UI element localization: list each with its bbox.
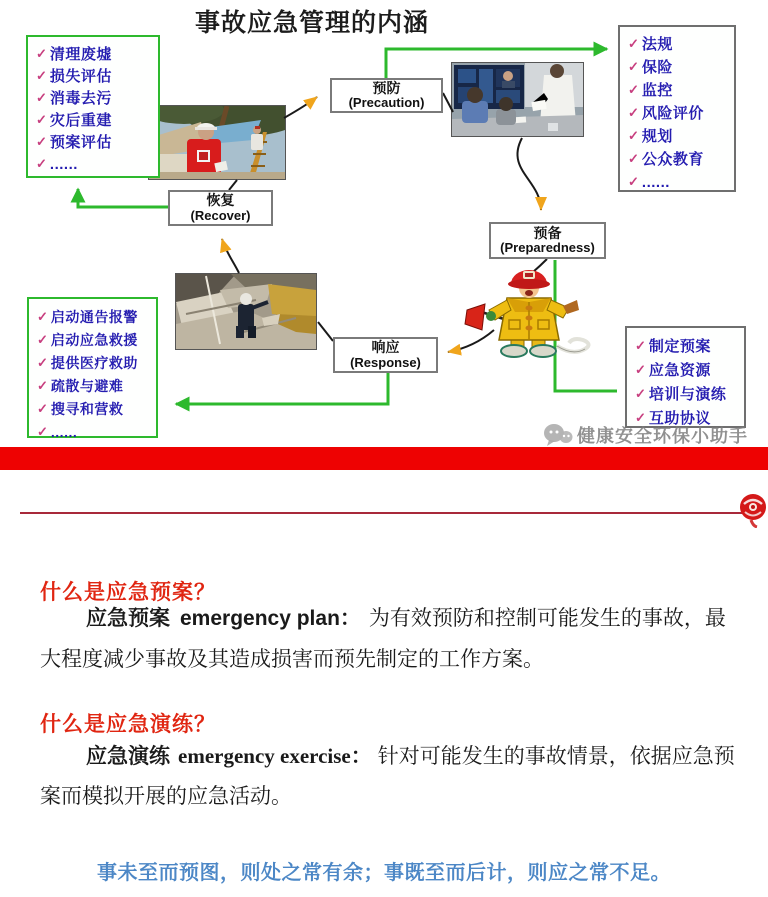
phase-box-recover xyxy=(168,190,273,226)
phase-label-zh: 恢复 xyxy=(206,192,235,209)
checklist-response xyxy=(27,297,158,438)
checklist-item-label: 启动应急救援 xyxy=(50,332,138,348)
checklist-item xyxy=(635,383,740,407)
checklist-item xyxy=(628,125,730,148)
chat-bubble-icon xyxy=(543,423,573,447)
checklist-item-label: 公众教育 xyxy=(641,151,704,168)
check-icon: ✓ xyxy=(36,46,47,61)
checklist-item xyxy=(37,398,152,421)
check-icon: ✓ xyxy=(37,401,48,416)
watermark xyxy=(543,422,748,448)
checklist-item xyxy=(628,171,730,194)
phase-label-en: (Precaution) xyxy=(348,95,425,111)
paragraph-body: 针对可能发生的事故情景，依据应急预案而模拟开展的应急活动。 xyxy=(40,744,735,808)
phase-label-en: (Preparedness) xyxy=(500,240,595,256)
phase-box-preparedness xyxy=(489,222,606,259)
term-zh-plan: 应急预案 xyxy=(86,606,170,630)
paragraph-body: 为有效预防和控制可能发生的事故，最大程度减少事故及其造成损害而预先制定的工作方案。 xyxy=(40,606,726,671)
phase-box-response xyxy=(333,337,438,373)
checklist-item xyxy=(635,359,740,383)
phase-label-zh: 响应 xyxy=(371,339,400,356)
checklist-item-label: 监控 xyxy=(641,82,673,99)
check-icon: ✓ xyxy=(628,105,639,120)
check-icon: ✓ xyxy=(36,68,47,83)
red-divider-bar xyxy=(0,447,768,470)
checklist-item xyxy=(37,306,152,329)
check-icon: ✓ xyxy=(37,378,48,393)
check-icon: ✓ xyxy=(628,59,639,74)
recovery-photo-art xyxy=(149,106,285,179)
check-icon: ✓ xyxy=(37,424,48,439)
check-icon: ✓ xyxy=(628,128,639,143)
checklist-recovery xyxy=(26,35,160,178)
red-seal-icon xyxy=(739,492,767,533)
firefighter-cartoon-art xyxy=(455,258,595,360)
checklist-precaution xyxy=(618,25,736,192)
firefighter-cartoon xyxy=(455,258,595,365)
checklist-item-label: ...... xyxy=(49,156,78,173)
meeting-photo xyxy=(451,62,584,137)
checklist-item xyxy=(628,33,730,56)
checklist-item xyxy=(628,56,730,79)
phase-label-en: (Response) xyxy=(350,354,421,370)
checklist-item xyxy=(37,421,152,444)
checklist-item-label: 风险评价 xyxy=(641,105,704,122)
recovery-photo xyxy=(148,105,286,180)
checklist-item-label: 保险 xyxy=(641,59,673,76)
paragraph-emergency-plan xyxy=(40,598,746,679)
check-icon: ✓ xyxy=(37,332,48,347)
checklist-item xyxy=(36,154,154,176)
check-icon: ✓ xyxy=(635,338,646,353)
checklist-item xyxy=(36,66,154,88)
check-icon: ✓ xyxy=(628,82,639,97)
check-icon: ✓ xyxy=(628,151,639,166)
phase-label-zh: 预备 xyxy=(533,224,562,241)
checklist-item xyxy=(635,335,740,359)
checklist-item-label: 灾后重建 xyxy=(49,112,112,129)
phase-label-en: (Recover) xyxy=(190,207,251,223)
checklist-item-label: 预案评估 xyxy=(49,134,112,151)
checklist-item-label: 搜寻和营救 xyxy=(50,401,124,417)
checklist-item xyxy=(36,44,154,66)
phase-label-zh: 预防 xyxy=(372,79,401,96)
check-icon: ✓ xyxy=(628,36,639,51)
checklist-item-label: 互助协议 xyxy=(648,410,711,427)
checklist-item-label: 制定预案 xyxy=(648,338,711,355)
term-zh-exercise: 应急演练 xyxy=(86,744,170,768)
phase-box-precaution xyxy=(330,78,443,113)
check-icon: ✓ xyxy=(36,112,47,127)
checklist-item xyxy=(628,79,730,102)
check-icon: ✓ xyxy=(37,355,48,370)
checklist-item-label: 消毒去污 xyxy=(49,90,112,107)
page-title: 事故应急管理的内涵 xyxy=(194,9,429,37)
checklist-item-label: 清理废墟 xyxy=(49,46,112,63)
check-icon: ✓ xyxy=(635,386,646,401)
closing-quote: 事未至而预图，则处之常有余；事既至而后计，则应之常不足。 xyxy=(97,862,671,884)
check-icon: ✓ xyxy=(36,156,47,171)
checklist-item xyxy=(36,132,154,154)
checklist-item-label: 疏散与避难 xyxy=(50,378,124,394)
thin-divider-line xyxy=(20,512,742,514)
checklist-item-label: 法规 xyxy=(641,36,673,53)
checklist-item xyxy=(37,329,152,352)
checklist-item xyxy=(628,148,730,171)
question-heading-plan: 什么是应急预案？ xyxy=(40,581,216,604)
check-icon: ✓ xyxy=(635,362,646,377)
check-icon: ✓ xyxy=(628,174,639,189)
checklist-item xyxy=(36,88,154,110)
watermark-text: 健康安全环保小助手 xyxy=(577,426,748,446)
checklist-preparedness xyxy=(625,326,746,428)
question-heading-exercise: 什么是应急演练？ xyxy=(40,713,216,736)
check-icon: ✓ xyxy=(37,309,48,324)
checklist-item-label: 规划 xyxy=(641,128,673,145)
checklist-item-label: 应急资源 xyxy=(648,362,711,379)
check-icon: ✓ xyxy=(36,90,47,105)
checklist-item-label: 培训与演练 xyxy=(648,386,727,403)
checklist-item-label: 损失评估 xyxy=(49,68,112,85)
rubble-photo xyxy=(175,273,317,350)
term-en-plan: emergency plan： xyxy=(180,607,361,630)
checklist-item xyxy=(37,352,152,375)
checklist-item xyxy=(36,110,154,132)
checklist-item-label: 启动通告报警 xyxy=(50,309,138,325)
check-icon: ✓ xyxy=(36,134,47,149)
checklist-item xyxy=(37,375,152,398)
checklist-item-label: ...... xyxy=(641,174,670,191)
term-en-exercise: emergency exercise： xyxy=(178,744,372,768)
meeting-photo-art xyxy=(452,63,583,136)
checklist-item xyxy=(628,102,730,125)
check-icon: ✓ xyxy=(635,410,646,425)
paragraph-emergency-exercise xyxy=(40,736,746,816)
rubble-photo-art xyxy=(176,274,316,349)
checklist-item-label: ...... xyxy=(50,424,78,440)
checklist-item-label: 提供医疗救助 xyxy=(50,355,138,371)
